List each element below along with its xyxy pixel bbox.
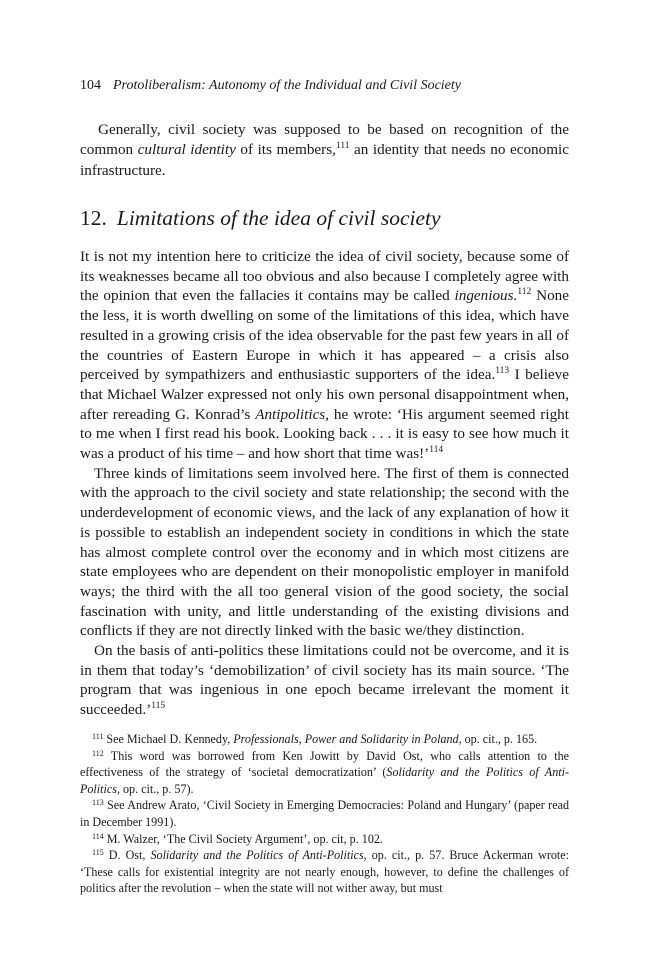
paragraph-3 <box>80 641 569 720</box>
text-run: See Michael D. Kennedy, <box>103 732 234 746</box>
text-run: D. Ost, <box>103 848 151 863</box>
text-run: M. Walzer, ‘The Civil Society Argument’, op. cit, p. 102. <box>103 831 383 846</box>
text-run: op. cit., p. 57. Bruce Ackerman wrote: ‘These calls for existential integrity are not nearly enough, however, to define the challenges of politics after the revolution – when the state will not wither away, but must <box>80 848 569 896</box>
footnote-111 <box>80 731 569 748</box>
footnote-115 <box>80 847 569 897</box>
footnote-ref-111[interactable]: 111 <box>335 141 350 152</box>
footnotes <box>80 731 569 897</box>
text-run: None the less, it is worth dwelling on some of the limitations of this idea, which have resulted in a growing crisis of the idea observable for the past few years in all of the countries of Eastern Europe in which it has appeared – a crisis also perceived by sympathizers and enthusiastic supporters of the idea. <box>80 287 569 384</box>
paragraph-1 <box>80 247 569 464</box>
text-run: he wrote: ‘His argument seemed right to me when I first read his book. Looking back . . . it is easy to see how much it was a product of his time – and how short that time was!’ <box>80 405 569 463</box>
text-run: This word was borrowed from Ken Jowitt by David Ost, who calls attention to the effectiveness of the strategy of ‘societal democratization’ ( <box>80 748 569 780</box>
italic-run: Professionals, Power and Solidarity in Poland, <box>233 732 462 746</box>
text-run: op. cit., p. 165. <box>461 732 538 746</box>
italic-run: Solidarity and the Politics of Anti-Politics, <box>150 848 367 863</box>
footnote-number: 113 <box>92 798 104 808</box>
footnote-114 <box>80 831 569 848</box>
italic-run: cultural identity <box>137 141 236 159</box>
footnote-number: 112 <box>92 748 104 758</box>
section-heading <box>80 206 441 231</box>
footnote-ref-115[interactable]: 115 <box>151 701 166 712</box>
text-run: See Andrew Arato, ‘Civil Society in Emerging Democracies: Poland and Hungary’ (paper read in December 1991). <box>80 798 569 829</box>
footnote-number: 114 <box>92 831 104 841</box>
text-run: It is not my intention here to criticize the idea of civil society, because some of its weaknesses became all too obvious and also because I completely agree with the opinion that even the fallacies it contains may be called <box>80 248 569 305</box>
text-run: Generally, civil society was supposed to be based on recognition of the common <box>80 121 569 159</box>
footnote-ref-113[interactable]: 113 <box>495 366 510 377</box>
text-run: On the basis of anti-politics these limitations could not be overcome, and it is in them that today’s ‘demobilization’ of civil society has its main source. ‘The program that was ingenious in one epoch became irrelevant the moment it succeeded.’ <box>80 642 569 719</box>
text-run: I believe that Michael Walzer expressed not only his own personal disappointment when, after rereading G. Konrad’s <box>80 366 569 423</box>
section-number: 12. <box>80 206 107 230</box>
footnote-113 <box>80 797 569 830</box>
section-body <box>80 247 569 720</box>
footnote-ref-112[interactable]: 112 <box>517 287 532 298</box>
footnote-112 <box>80 748 569 798</box>
footnote-number: 115 <box>92 848 104 858</box>
italic-run: Antipolitics, <box>255 405 330 423</box>
intro-paragraph <box>80 120 569 181</box>
text-run: op. cit., p. 57). <box>119 781 194 796</box>
running-head <box>80 78 461 94</box>
footnote-number: 111 <box>92 732 104 741</box>
section-title: Limitations of the idea of civil society <box>116 206 441 230</box>
paragraph-2: Three kinds of limitations seem involved here. The first of them is connected with the approach to the civil society and state relationship; the second with the underdevelopment of economic views, and the lack of any explanation of how it is possible to establish an independent society in conditions in which the state has almost complete control over the economy and in which most citizens are state employees who are dependent on their monopolistic employer in manifold ways; the third with the all too general vision of the good society, the social fascination with unity, and little understanding of the existing divisions and conflicts if they are not directly linked with the basic we/they distinction. <box>80 464 569 640</box>
italic-run: Solidarity and the Politics of Anti-Politics, <box>80 765 569 796</box>
running-head-title: Protoliberalism: Autonomy of the Individual and Civil Society <box>113 78 462 93</box>
text-run: of its members, <box>235 141 336 159</box>
italic-run: ingenious. <box>454 287 518 305</box>
text-run: an identity that needs no economic infrastructure. <box>80 141 569 179</box>
footnote-ref-114[interactable]: 114 <box>429 445 444 456</box>
page-number: 104 <box>80 78 101 93</box>
